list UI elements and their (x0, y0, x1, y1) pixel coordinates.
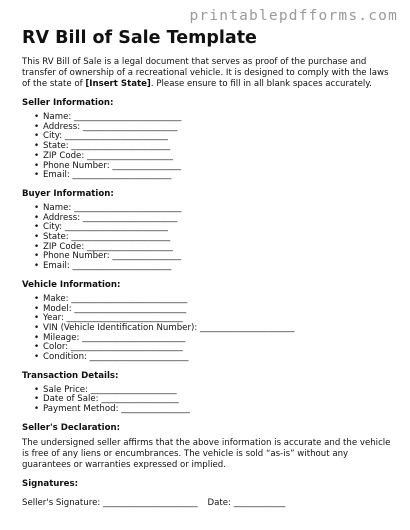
seller-signature-field[interactable]: Seller's Signature: ______________________ (22, 497, 198, 508)
seller-email-field[interactable]: • Email: _______________________ (34, 171, 394, 181)
declaration-text: The undersigned seller affirms that the above information is accurate and the vehicle is free of any liens or encumbrances. The vehicle is sold “as-is” without any guarantees or warranties expressed or implied. (22, 437, 391, 470)
document (22, 26, 394, 509)
buyer-email-field[interactable]: • Email: _______________________ (34, 262, 394, 272)
seller-zip-field[interactable]: • ZIP Code: ____________________ (34, 152, 394, 162)
seller-field-list (22, 113, 394, 181)
intro-text-after: . Please ensure to fill in all blank spaces accurately. (150, 79, 372, 89)
buyer-address-field[interactable]: • Address: ______________________ (34, 214, 394, 224)
state-placeholder: [Insert State] (85, 79, 151, 89)
vehicle-year-field[interactable]: • Year: ___________________________ (34, 314, 394, 324)
buyer-zip-field[interactable]: • ZIP Code: ____________________ (34, 243, 394, 253)
signatures-heading: Signatures: (22, 478, 79, 489)
seller-address-field[interactable]: • Address: ______________________ (34, 123, 394, 133)
sale-price-field[interactable]: • Sale Price: ____________________ (34, 386, 394, 396)
buyer-field-list (22, 204, 394, 272)
vehicle-make-field[interactable]: • Make: ___________________________ (34, 295, 394, 305)
vehicle-field-list (22, 295, 394, 363)
vehicle-model-field[interactable]: • Model: __________________________ (34, 305, 394, 315)
intro-text-before: This RV Bill of Sale is a legal document that serves as proof of the purchase and transfer of ownership of a recreational vehicle. It is designed to comply with the laws of the state of (22, 57, 389, 89)
seller-phone-field[interactable]: • Phone Number: ________________ (34, 162, 394, 172)
seller-city-field[interactable]: • City: ________________________ (34, 132, 394, 142)
buyer-state-field[interactable]: • State: _______________________ (34, 233, 394, 243)
date-of-sale-field[interactable]: • Date of Sale: __________________ (34, 395, 394, 405)
buyer-heading: Buyer Information: (22, 188, 114, 199)
buyer-phone-field[interactable]: • Phone Number: ________________ (34, 252, 394, 262)
intro-paragraph (22, 57, 394, 90)
vehicle-condition-field[interactable]: • Condition: _______________________ (34, 353, 394, 363)
signature-line (22, 498, 394, 509)
seller-heading: Seller Information: (22, 98, 114, 108)
declaration-heading: Seller's Declaration: (22, 422, 121, 433)
signature-date-field[interactable]: Date: ____________ (207, 497, 286, 508)
watermark: printablepdfforms.com (189, 8, 398, 24)
vehicle-color-field[interactable]: • Color: __________________________ (34, 343, 394, 353)
transaction-heading: Transaction Details: (22, 370, 119, 381)
page-title: RV Bill of Sale Template (22, 28, 257, 48)
vehicle-vin-field[interactable]: • VIN (Vehicle Identification Number): ______________________ (34, 324, 394, 334)
transaction-field-list (22, 386, 394, 415)
seller-state-field[interactable]: • State: _______________________ (34, 142, 394, 152)
buyer-city-field[interactable]: • City: ________________________ (34, 223, 394, 233)
seller-name-field[interactable]: • Name: _________________________ (34, 113, 394, 123)
buyer-name-field[interactable]: • Name: _________________________ (34, 204, 394, 214)
payment-method-field[interactable]: • Payment Method: ________________ (34, 405, 394, 415)
vehicle-heading: Vehicle Information: (22, 279, 121, 290)
vehicle-mileage-field[interactable]: • Mileage: ________________________ (34, 334, 394, 344)
